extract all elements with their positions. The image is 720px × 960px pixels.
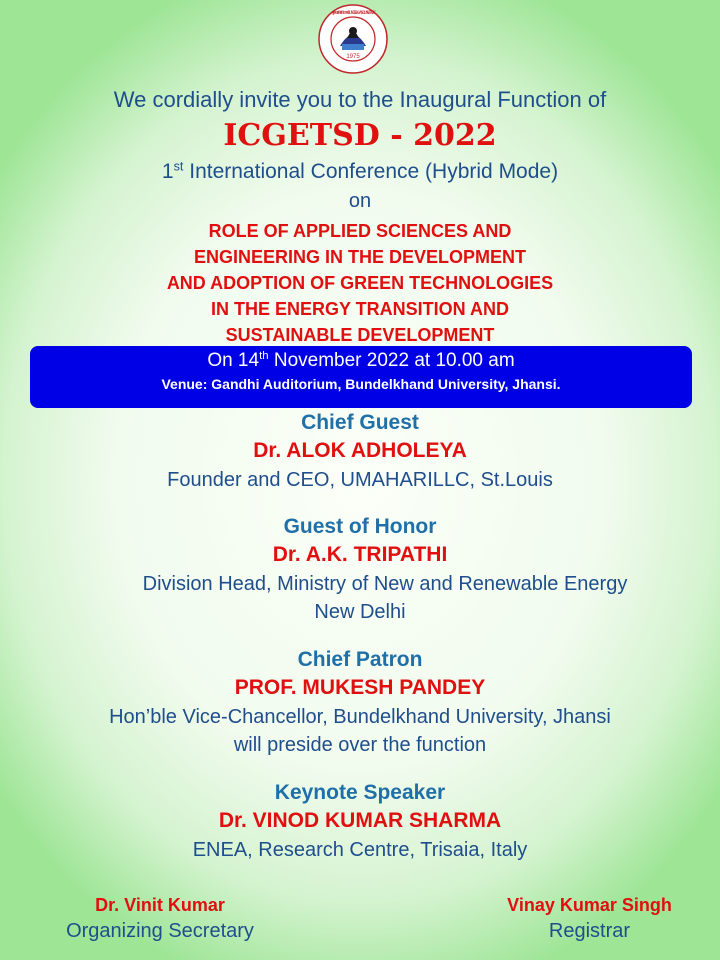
conference-description: International Conference (Hybrid Mode) — [189, 160, 559, 183]
theme-block — [0, 218, 720, 348]
invite-line: We cordially invite you to the Inaugural Function of — [113, 87, 607, 112]
dignitary-role: Keynote Speaker — [274, 781, 446, 804]
theme-line: ENGINEERING IN THE DEVELOPMENT — [193, 247, 527, 267]
conference-ordinal-number: 1 — [161, 160, 174, 183]
dignitary-description: Division Head, Ministry of New and Renewable Energy — [142, 573, 628, 595]
event-venue: Venue: Gandhi Auditorium, Bundelkhand University, Jhansi. — [161, 376, 561, 392]
dignitary-name: Dr. A.K. TRIPATHI — [272, 543, 448, 566]
dignitary-description: New Delhi — [314, 601, 406, 623]
signatory-right — [482, 895, 697, 943]
dignitary-name: Dr. VINOD KUMAR SHARMA — [218, 809, 502, 832]
signatory-left — [50, 895, 270, 943]
date-rest: November 2022 at 10.00 am — [273, 350, 515, 371]
dignitary-name: Dr. ALOK ADHOLEYA — [253, 439, 467, 462]
theme-line: IN THE ENERGY TRANSITION AND — [210, 299, 510, 319]
on-word: on — [348, 190, 372, 212]
dignitary-role: Guest of Honor — [283, 515, 437, 538]
theme-line: AND ADOPTION OF GREEN TECHNOLOGIES — [166, 273, 554, 293]
dignitary-description: Founder and CEO, UMAHARILLC, St.Louis — [167, 469, 553, 491]
dignitary-name: PROF. MUKESH PANDEY — [234, 676, 486, 699]
signatory-name: Dr. Vinit Kumar — [95, 895, 225, 915]
logo-year: 1975 — [346, 54, 360, 60]
dignitary-role: Chief Guest — [301, 411, 419, 434]
dignitary-description: Hon’ble Vice-Chancellor, Bundelkhand University, Jhansi — [109, 706, 611, 728]
event-title: ICGETSD - 2022 — [223, 118, 497, 153]
date-suffix: th — [259, 350, 269, 363]
university-emblem-icon — [318, 4, 388, 74]
theme-line: ROLE OF APPLIED SCIENCES AND — [208, 221, 512, 241]
dignitary-description: will preside over the function — [233, 734, 487, 756]
dignitary-description: ENEA, Research Centre, Trisaia, Italy — [192, 839, 528, 861]
logo-ring-text: बुन्देलखण्ड विश्वविद्यालय BUNDELKHAND UNIVERSITY — [331, 10, 376, 15]
conference-line — [0, 160, 720, 184]
signatory-name: Vinay Kumar Singh — [507, 895, 672, 915]
dignitary-role: Chief Patron — [297, 648, 423, 671]
theme-line: SUSTAINABLE DEVELOPMENT — [225, 325, 495, 345]
date-prefix: On 14 — [207, 350, 260, 371]
conference-ordinal-suffix: st — [173, 159, 184, 174]
event-date — [30, 350, 692, 372]
signatory-title: Registrar — [548, 920, 631, 942]
date-venue-banner — [30, 346, 692, 408]
signatory-title: Organizing Secretary — [66, 920, 254, 942]
